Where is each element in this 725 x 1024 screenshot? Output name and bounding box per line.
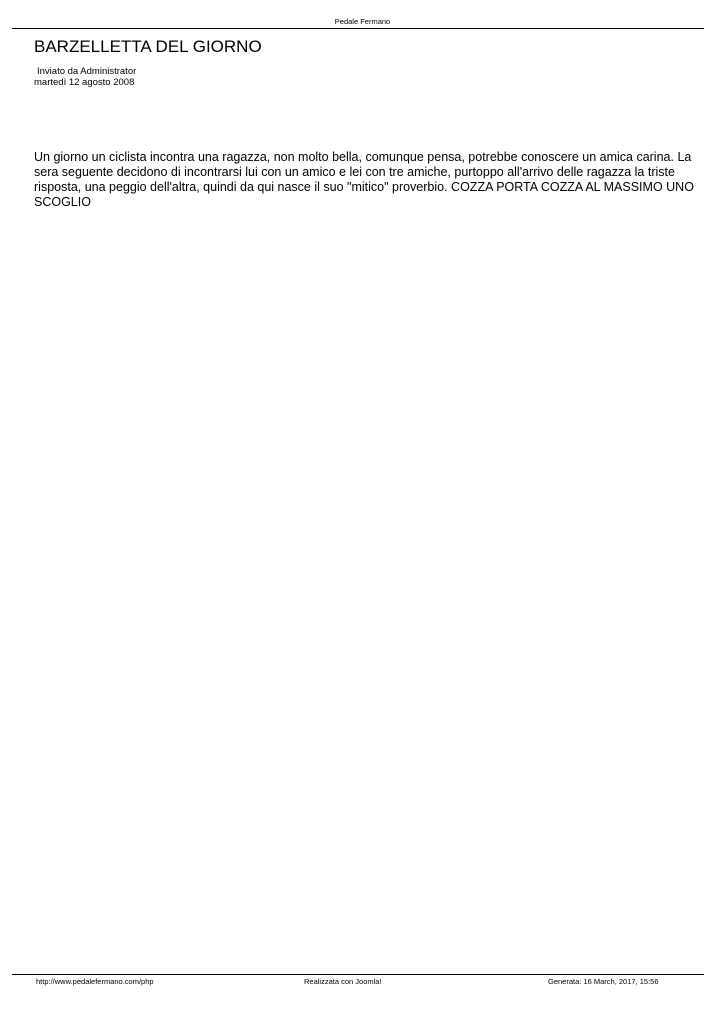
header-divider	[12, 28, 704, 29]
article-body: Un giorno un ciclista incontra una ragazza, non molto bella, comunque pensa, potrebbe conoscere un amica carina. La sera seguente decidono di incontrarsi lui con un amico e lei con tre amiche, purtoppo all'arrivo delle ragazza la triste risposta, una peggio dell'altra, quindi da qui nasce il suo "mitico" proverbio. COZZA PORTA COZZA AL MASSIMO UNO SCOGLIO	[34, 150, 694, 209]
footer-divider	[12, 974, 704, 975]
article-author: Inviato da Administrator	[37, 66, 137, 77]
site-name: Pedale Fermano	[334, 17, 391, 26]
footer-url: http://www.pedalefermano.com/php	[36, 977, 154, 986]
footer-generated: Generata: 16 March, 2017, 15:56	[548, 977, 659, 986]
footer-made-with: Realizzata con Joomla!	[304, 977, 382, 986]
article-date: martedì 12 agosto 2008	[34, 77, 135, 88]
article-meta	[34, 66, 136, 88]
article-title: BARZELLETTA DEL GIORNO	[34, 37, 262, 56]
